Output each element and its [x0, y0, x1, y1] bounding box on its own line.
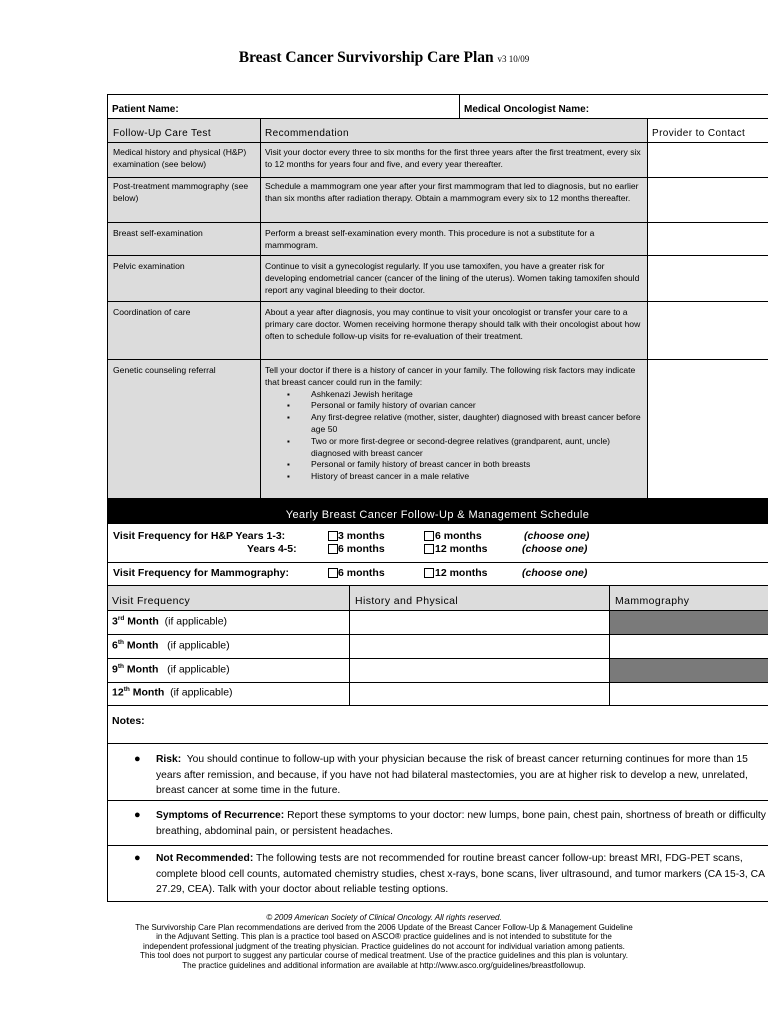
footer-line: The practice guidelines and additional information are available at http://www.asco.org/guidelines/breastfollowup. [182, 960, 586, 970]
hp-3-months-label: 3 months [338, 530, 385, 542]
title-text: Breast Cancer Survivorship Care Plan [238, 49, 494, 66]
sched-row-12th-month [108, 683, 349, 705]
schedule-title: Yearly Breast Cancer Follow-Up & Management Schedule [285, 509, 590, 521]
sched-9-mammo-cell [610, 659, 768, 682]
list-item: ▪ Ashkenazi Jewish heritage [265, 389, 641, 401]
mammo-12-months-checkbox[interactable] [424, 568, 434, 578]
risk-text: You should continue to follow-up with your physician because the risk of breast cancer returning continues for more than 15 years after remission, and because, if you have not had bilateral mastectomies, you are at higher risk to develop a new, unrelated, breast cancer at some time in the future. [156, 754, 748, 797]
header-recommendation-label: Recommendation [265, 128, 349, 139]
genetic-risk-list [265, 389, 641, 483]
sched-row-note: (if applicable) [164, 615, 228, 628]
row-pelvic-recommendation-text: Continue to visit a gynecologist regularly. If you use tamoxifen, you have a greater risk for developing endometrial cancer (cancer of the lining of the uterus). Women taking tamoxifen should report any vaginal bleeding to their doctor. [265, 261, 640, 295]
sched-header-visit-label: Visit Frequency [112, 595, 191, 607]
row-hp-recommendation [261, 143, 647, 177]
row-self-exam-recommendation-text: Perform a breast self-examination every month. This procedure is not a substitute for a mammogram. [265, 228, 595, 250]
hp45-12-months-checkbox[interactable] [424, 544, 434, 554]
header-test [108, 119, 260, 142]
not-recommended-text: The following tests are not recommended for routine breast cancer follow-up: breast MRI, FDG-PET scans, complete blood cell counts, automated chemistry studies, chest x-rays, bone scans, liver ultrasound, and tumor markers (CA 15-3, CA 27.29, CEA). Talk with your doctor about reliable testing options. [156, 853, 765, 896]
sched-6-mammo-cell[interactable] [610, 635, 768, 658]
sched-row-word: Month [126, 639, 159, 652]
list-item: ▪ Personal or family history of ovarian cancer [265, 400, 641, 412]
header-provider-label: Provider to Contact [652, 128, 746, 139]
sched-row-num: 9 [112, 663, 118, 676]
genetic-intro: Tell your doctor if there is a history of cancer in your family. The following risk factors may indicate that breast cancer could run in the family: [265, 365, 636, 387]
footer-line: independent professional judgment of the treating physician. Practice guidelines do not account for individual variation among patients. [143, 941, 625, 951]
hp-frequency-label: Visit Frequency for H&P Years 1-3: [113, 530, 286, 542]
row-genetic-test-text: Genetic counseling referral [113, 365, 216, 375]
row-coordination-recommendation [261, 302, 647, 359]
list-item: ▪ Two or more first-degree or second-degree relatives (grandparent, aunt, uncle) diagnosed with breast cancer [265, 436, 641, 460]
sched-row-num: 6 [112, 639, 118, 652]
row-coordination-provider[interactable] [648, 302, 768, 359]
sched-row-3rd-month [108, 611, 349, 634]
sched-header-visit [108, 586, 349, 610]
sched-6-hp-cell[interactable] [350, 635, 609, 658]
symptoms-label: Symptoms of Recurrence: [156, 810, 285, 821]
sched-row-note: (if applicable) [167, 663, 230, 676]
row-mammography-provider[interactable] [648, 178, 768, 222]
notes-field[interactable] [108, 706, 768, 743]
sched-row-sup: th [117, 663, 124, 670]
header-recommendation [261, 119, 647, 142]
row-genetic-test [108, 360, 260, 498]
row-mammography-test [108, 178, 260, 222]
patient-name-label: Patient Name: [112, 104, 179, 115]
mammo-frequency-label: Visit Frequency for Mammography: [113, 567, 290, 579]
bullet-icon: ● [134, 809, 141, 821]
row-self-exam-test-text: Breast self-examination [113, 228, 203, 238]
sched-header-hp-label: History and Physical [355, 595, 459, 607]
hp-choose-one-2: (choose one) [522, 543, 588, 555]
hp45-6-months-label: 6 months [338, 543, 385, 555]
row-self-exam-test [108, 223, 260, 255]
sched-row-word: Month [127, 615, 159, 628]
sched-row-word: Month [132, 686, 165, 699]
notes-label: Notes: [112, 715, 145, 727]
mammo-6-months-checkbox[interactable] [328, 568, 338, 578]
sched-row-sup: th [117, 639, 124, 646]
row-pelvic-provider[interactable] [648, 256, 768, 301]
sched-header-hp [350, 586, 609, 610]
row-mammography-recommendation [261, 178, 647, 222]
oncologist-name-label: Medical Oncologist Name: [464, 104, 590, 115]
sched-row-6th-month [108, 635, 349, 658]
sched-header-mammo-label: Mammography [615, 595, 690, 607]
row-hp-recommendation-text: Visit your doctor every three to six months for the first three years after the first treatment, every six to 12 months for years four and five, and every year thereafter. [265, 147, 641, 169]
bullet-icon: ● [134, 753, 141, 765]
sched-row-9th-month [108, 659, 349, 682]
sched-row-note: (if applicable) [170, 686, 233, 699]
sched-3-hp-cell[interactable] [350, 611, 609, 634]
not-recommended-note [134, 851, 768, 898]
version-text: v3 10/09 [497, 54, 530, 64]
sched-row-sup: th [123, 686, 130, 693]
row-self-exam-recommendation [261, 223, 647, 255]
sched-row-word: Month [126, 663, 159, 676]
hp45-6-months-checkbox[interactable] [328, 544, 338, 554]
oncologist-name-field[interactable] [459, 94, 768, 118]
sched-row-sup: rd [117, 615, 125, 622]
row-mammography-test-text: Post-treatment mammography (see below) [113, 181, 249, 203]
symptoms-note [134, 808, 768, 839]
hp-years-4-5-label: Years 4-5: [247, 543, 297, 555]
sched-row-num: 3 [112, 615, 118, 628]
bullet-icon: ● [134, 852, 141, 864]
sched-9-hp-cell[interactable] [350, 659, 609, 682]
row-coordination-test-text: Coordination of care [113, 307, 191, 317]
sched-12-mammo-cell[interactable] [610, 683, 768, 705]
sched-row-note: (if applicable) [167, 639, 230, 652]
risk-label: Risk: [156, 754, 182, 765]
footer-line: This tool does not purport to suggest any particular course of medical treatment. Use of the practice guidelines and this plan is voluntary. [140, 951, 628, 961]
mammo-6-months-label: 6 months [338, 567, 385, 579]
row-genetic-recommendation [261, 360, 647, 498]
mammo-12-months-label: 12 months [435, 567, 488, 579]
row-pelvic-test [108, 256, 260, 301]
sched-12-hp-cell[interactable] [350, 683, 609, 705]
list-item: ▪ Personal or family history of breast cancer in both breasts [265, 459, 641, 471]
row-coordination-test [108, 302, 260, 359]
footer-copyright: © 2009 American Society of Clinical Oncology. All rights reserved. [266, 913, 502, 922]
risk-note [134, 752, 768, 799]
hp-6-months-label: 6 months [435, 530, 482, 542]
footer-line: in the Adjuvant Setting. This plan is a practice tool based on ASCO® practice guidelines and is not intended to substitute for the [156, 932, 612, 942]
footer-line: The Survivorship Care Plan recommendations are derived from the 2006 Update of the Breast Cancer Follow-Up & Management Guideline [135, 922, 633, 932]
row-pelvic-test-text: Pelvic examination [113, 261, 185, 271]
symptoms-text: Report these symptoms to your doctor: new lumps, bone pain, chest pain, shortness of breath or difficulty breathing, abdominal pain, or persistent headaches. [156, 810, 766, 837]
schedule-banner [107, 498, 768, 524]
row-genetic-provider[interactable] [648, 360, 768, 498]
hp-choose-one-1: (choose one) [524, 530, 590, 542]
hp45-12-months-label: 12 months [435, 543, 488, 555]
patient-name-field[interactable] [107, 94, 459, 118]
sched-row-num: 12 [112, 686, 124, 699]
list-item: ▪ Any first-degree relative (mother, sister, daughter) diagnosed with breast cancer before age 50 [265, 412, 641, 436]
page-title [0, 49, 768, 67]
row-mammography-recommendation-text: Schedule a mammogram one year after your first mammogram that led to diagnosis, but no earlier than six months after radiation therapy. Obtain a mammogram every six to 12 months thereafter. [265, 181, 639, 203]
row-coordination-recommendation-text: About a year after diagnosis, you may continue to visit your oncologist or transfer your care to a primary care doctor. Women receiving hormone therapy should talk with their oncologist about how often to schedule follow-up visits for re-evaluation of their treatment. [265, 307, 641, 341]
row-self-exam-provider[interactable] [648, 223, 768, 255]
hp-3-months-checkbox[interactable] [328, 531, 338, 541]
mammo-choose-one: (choose one) [522, 567, 588, 579]
hp-6-months-checkbox[interactable] [424, 531, 434, 541]
not-recommended-label: Not Recommended: [156, 853, 254, 864]
row-hp-test [108, 143, 260, 177]
row-hp-provider[interactable] [648, 143, 768, 177]
list-item: ▪ History of breast cancer in a male relative [265, 471, 641, 483]
sched-3-mammo-cell [610, 611, 768, 634]
footer [0, 913, 768, 971]
header-test-label: Follow-Up Care Test [113, 128, 212, 139]
sched-header-mammo [610, 586, 768, 610]
row-hp-test-text: Medical history and physical (H&P) examination (see below) [113, 147, 247, 169]
row-pelvic-recommendation [261, 256, 647, 301]
header-provider [648, 119, 768, 142]
